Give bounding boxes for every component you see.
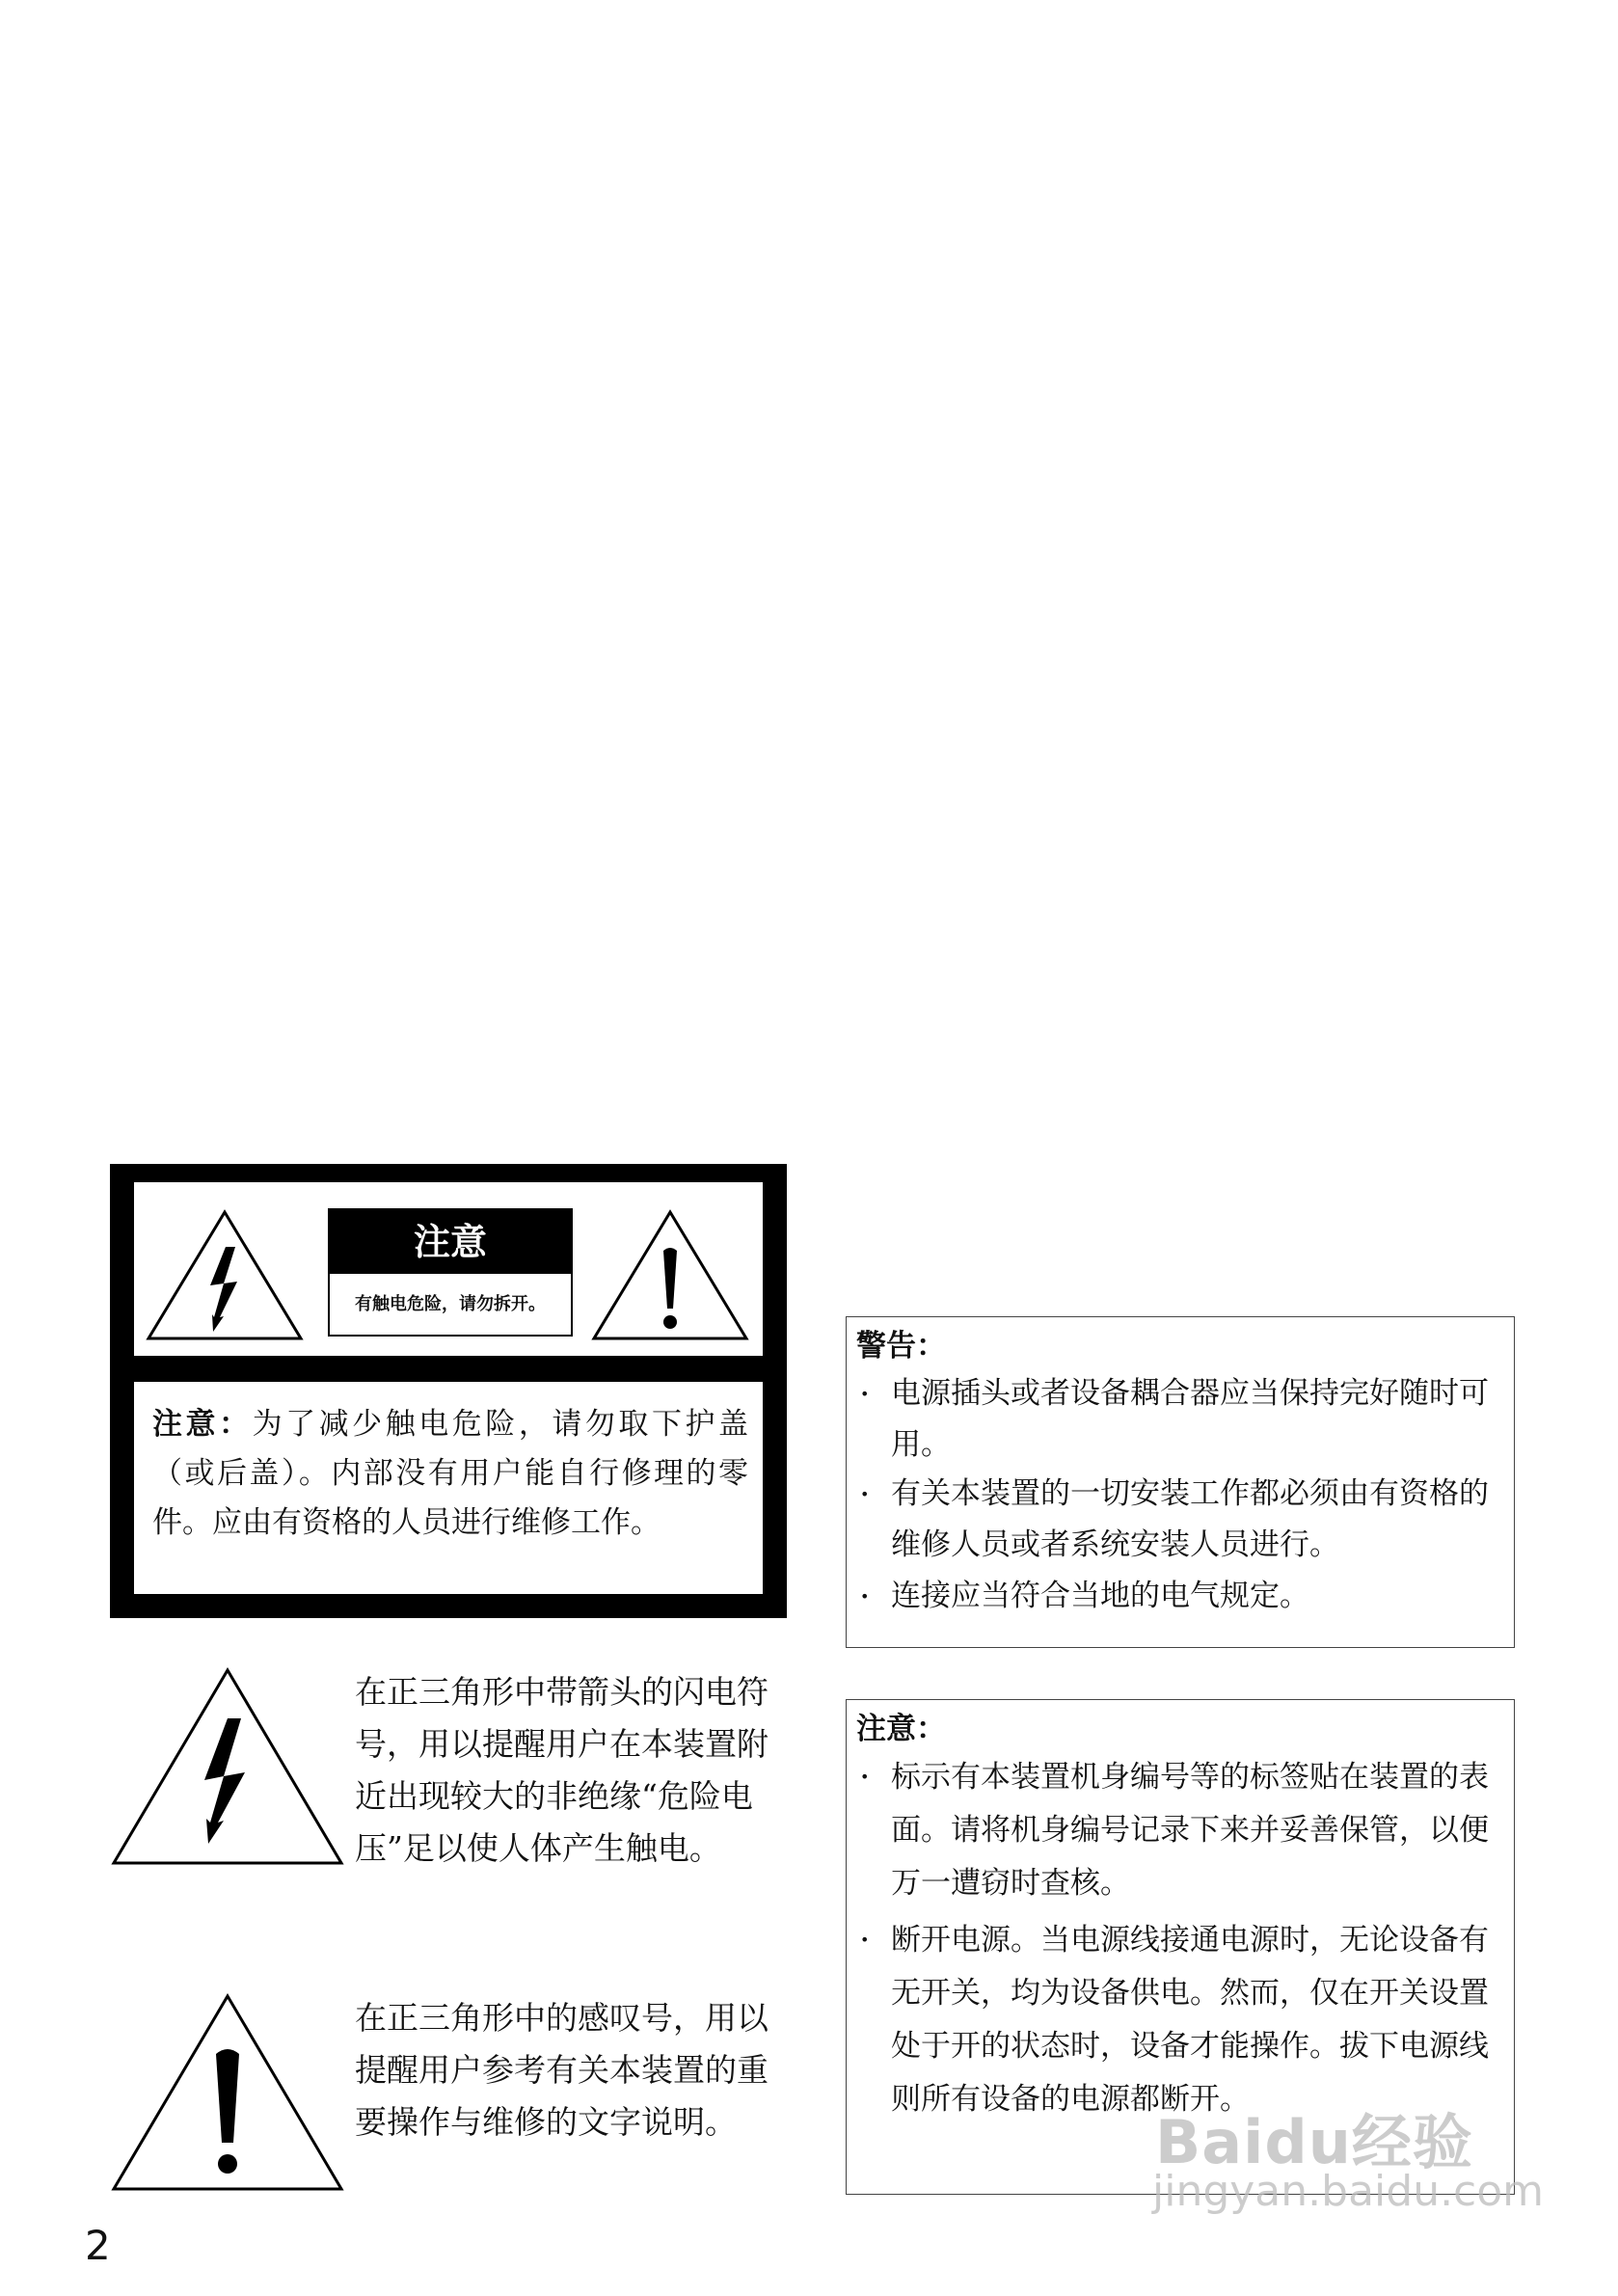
- bullet-icon: •: [860, 1485, 870, 1503]
- warning-list: [847, 1370, 1494, 1620]
- bullet-icon: •: [860, 1931, 870, 1949]
- lightning-triangle-icon: [110, 1666, 345, 1867]
- exclamation-triangle-icon: [110, 1992, 345, 2193]
- watermark-url: jingyan.baidu.com: [1152, 2167, 1545, 2216]
- lightning-symbol-description: 在正三角形中带箭头的闪电符号，用以提醒用户在本装置附近出现较大的非绝缘“危险电压”足以使人体产生触电。: [355, 1673, 769, 1867]
- caution-text-body: 为了减少触电危险，请勿取下护盖（或后盖）。内部没有用户能自行修理的零件。应由有资格的人员进行维修工作。: [152, 1407, 749, 1540]
- list-item: • 连接应当符合当地的电气规定。: [847, 1573, 1494, 1620]
- list-item: • 电源插头或者设备耦合器应当保持完好随时可用。: [847, 1370, 1494, 1465]
- caution-text: [152, 1400, 748, 1548]
- list-item: • 标示有本装置机身编号等的标签贴在装置的表面。请将机身编号记录下来并妥善保管，以便万一遭窃时查核。: [847, 1753, 1494, 1912]
- caution-plate-title: 注意: [330, 1210, 571, 1274]
- caution-text-lead: 注意：: [152, 1407, 253, 1442]
- list-item: • 有关本装置的一切安装工作都必须由有资格的维修人员或者系统安装人员进行。: [847, 1471, 1494, 1569]
- caution-plate-subtitle: 有触电危险，请勿拆开。: [355, 1294, 546, 1314]
- lightning-triangle-icon: [145, 1208, 305, 1342]
- exclamation-triangle-icon: [590, 1208, 750, 1342]
- note-title: 注意：: [856, 1712, 946, 1746]
- warning-box: [846, 1316, 1515, 1648]
- note-list: [847, 1753, 1494, 2128]
- list-item: • 断开电源。当电源线接通电源时，无论设备有无开关，均为设备供电。然而，仅在开关设置处于开的状态时，设备才能操作。拔下电源线则所有设备的电源都断开。: [847, 1916, 1494, 2128]
- page-number: 2: [85, 2222, 111, 2269]
- bullet-icon: •: [860, 1385, 870, 1403]
- caution-plate: [328, 1208, 573, 1337]
- exclamation-symbol-description: 在正三角形中的感叹号，用以提醒用户参考有关本装置的重要操作与维修的文字说明。: [355, 1999, 769, 2141]
- bullet-icon: •: [860, 1768, 870, 1786]
- warning-title: 警告：: [856, 1329, 946, 1364]
- bullet-icon: •: [860, 1587, 870, 1606]
- watermark-logo: Baidu经验: [1155, 2107, 1473, 2177]
